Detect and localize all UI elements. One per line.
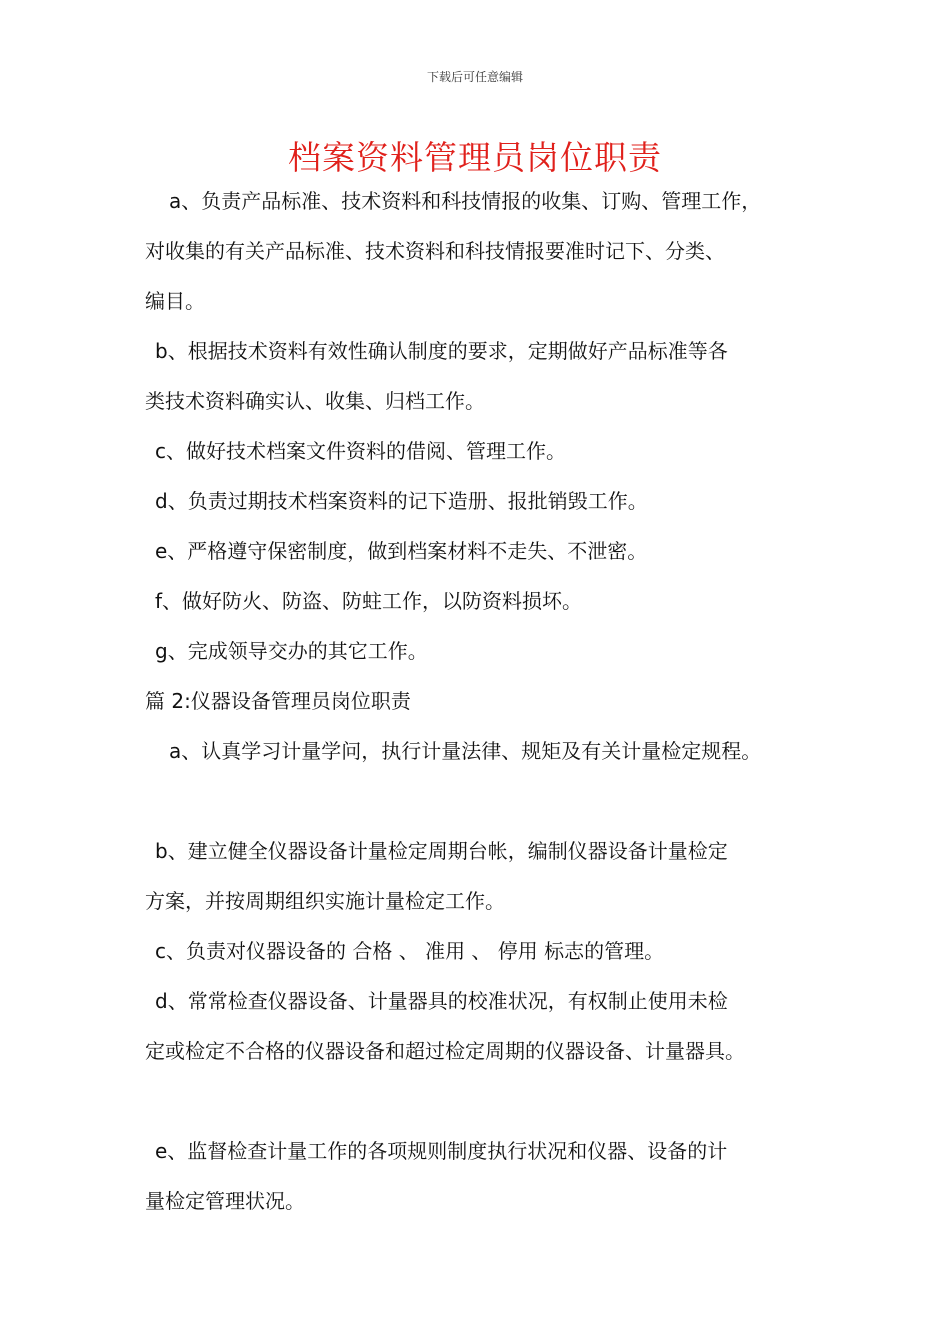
paragraph-line: e、严格遵守保密制度，做到档案材料不走失、不泄密。	[155, 539, 648, 563]
paragraph-line: g、完成领导交办的其它工作。	[155, 639, 428, 663]
section-heading: 篇 2:仪器设备管理员岗位职责	[145, 689, 411, 713]
blank-line	[145, 1081, 835, 1131]
paragraph-line: e、监督检查计量工作的各项规则制度执行状况和仪器、设备的计	[155, 1139, 728, 1163]
paragraph-line: c、做好技术档案文件资料的借阅、管理工作。	[155, 439, 566, 463]
document-title: 档案资料管理员岗位职责	[288, 138, 662, 177]
paragraph-line: 对收集的有关产品标准、技术资料和科技情报要准时记下、分类、	[145, 239, 725, 263]
document-body	[145, 181, 835, 1231]
blank-line	[145, 781, 835, 831]
paragraph-line: d、常常检查仪器设备、计量器具的校准状况，有权制止使用未检	[155, 989, 728, 1013]
paragraph-line: 量检定管理状况。	[145, 1189, 305, 1213]
paragraph-line: 编目。	[145, 289, 205, 313]
paragraph-line: f、做好防火、防盗、防蛀工作，以防资料损坏。	[155, 589, 583, 613]
paragraph-line: d、负责过期技术档案资料的记下造册、报批销毁工作。	[155, 489, 648, 513]
paragraph-line: 类技术资料确实认、收集、归档工作。	[145, 389, 485, 413]
paragraph-line: a、认真学习计量学问，执行计量法律、规矩及有关计量检定规程。	[169, 739, 762, 763]
paragraph-line: b、根据技术资料有效性确认制度的要求，定期做好产品标准等各	[155, 339, 728, 363]
paragraph-line: 方案，并按周期组织实施计量检定工作。	[145, 889, 505, 913]
header-note: 下载后可任意编辑	[426, 70, 523, 84]
paragraph-line: b、建立健全仪器设备计量检定周期台帐，编制仪器设备计量检定	[155, 839, 728, 863]
paragraph-line: a、负责产品标准、技术资料和科技情报的收集、订购、管理工作，	[169, 189, 762, 213]
paragraph-line: 定或检定不合格的仪器设备和超过检定周期的仪器设备、计量器具。	[145, 1039, 745, 1063]
paragraph-line: c、负责对仪器设备的 合格 、 准用 、 停用 标志的管理。	[155, 939, 665, 963]
